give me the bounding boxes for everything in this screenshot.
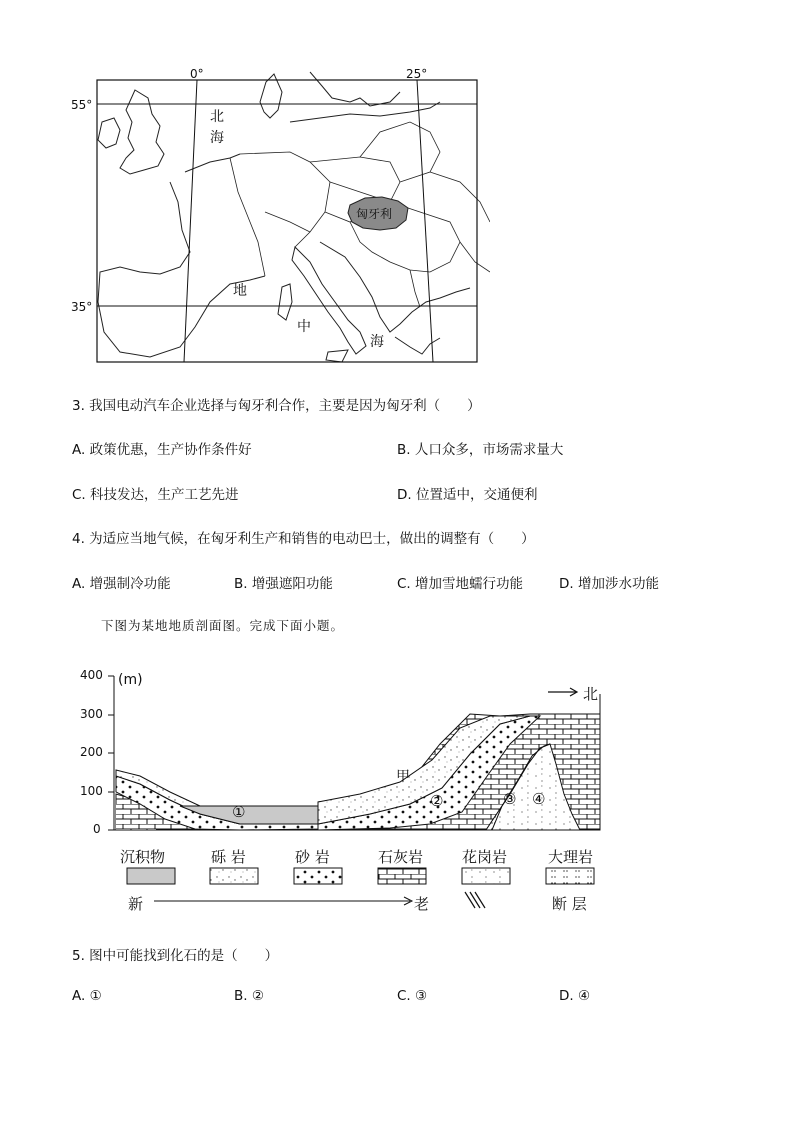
marker-1: ① (232, 803, 246, 821)
lon-label-25: 25° (406, 67, 428, 81)
y-tick-200: 200 (80, 745, 103, 759)
legend-sediment: 沉积物 (120, 848, 166, 866)
q5-option-b[interactable]: B. ② (234, 988, 264, 1004)
geo-profile (70, 664, 630, 920)
map-label-med-1: 地 (233, 283, 247, 299)
q3-option-c[interactable]: C. 科技发达，生产工艺先进 (72, 487, 239, 503)
marker-2: ② (430, 792, 444, 810)
age-old: 老 (414, 895, 430, 913)
map-label-hungary: 匈牙利 (356, 207, 393, 221)
marker-jia: 甲 (396, 769, 410, 785)
y-tick-100: 100 (80, 784, 103, 798)
q3-stem: 3. 我国电动汽车企业选择与匈牙利合作，主要是因为匈牙利（ ） (72, 398, 481, 414)
lat-label-35: 35° (71, 300, 93, 314)
q3-option-a[interactable]: A. 政策优惠，生产协作条件好 (72, 442, 252, 458)
legend-sandstone: 砂 岩 (295, 848, 330, 866)
q5-option-a[interactable]: A. ① (72, 988, 102, 1004)
marker-4: ④ (532, 790, 546, 808)
q5-option-c[interactable]: C. ③ (397, 988, 428, 1004)
marker-3: ③ (503, 790, 517, 808)
q4-option-a[interactable]: A. 增强制冷功能 (72, 576, 171, 592)
q5-option-d[interactable]: D. ④ (559, 988, 591, 1004)
legend-marble: 大理岩 (548, 848, 594, 866)
age-new: 新 (128, 895, 144, 913)
map-label-north-sea-1: 北 (210, 109, 224, 125)
map-label-north-sea-2: 海 (210, 130, 224, 146)
fault-label: 断 层 (552, 895, 587, 913)
q4-option-b[interactable]: B. 增强遮阳功能 (234, 576, 333, 592)
map-label-med-2: 中 (297, 319, 311, 335)
map-label-med-3: 海 (370, 334, 384, 350)
q5-stem: 5. 图中可能找到化石的是（ ） (72, 948, 279, 964)
section-intro: 下图为某地地质剖面图。完成下面小题。 (101, 618, 345, 633)
legend-conglomerate: 砾 岩 (211, 848, 246, 866)
q3-option-b[interactable]: B. 人口众多，市场需求量大 (397, 442, 564, 458)
lat-label-55: 55° (71, 98, 93, 112)
direction-north: 北 (583, 685, 599, 703)
y-tick-0: 0 (93, 822, 101, 836)
profile-unit: (m) (118, 672, 143, 688)
legend-limestone: 石灰岩 (378, 848, 424, 866)
q4-option-c[interactable]: C. 增加雪地蠕行功能 (397, 576, 524, 592)
lon-label-0: 0° (190, 67, 204, 81)
q4-option-d[interactable]: D. 增加涉水功能 (559, 576, 659, 592)
q4-stem: 4. 为适应当地气候，在匈牙利生产和销售的电动巴士，做出的调整有（ ） (72, 531, 535, 547)
europe-map (60, 62, 490, 372)
y-tick-400: 400 (80, 668, 103, 682)
q3-option-d[interactable]: D. 位置适中，交通便利 (397, 487, 538, 503)
legend-granite: 花岗岩 (462, 848, 508, 866)
y-tick-300: 300 (80, 707, 103, 721)
